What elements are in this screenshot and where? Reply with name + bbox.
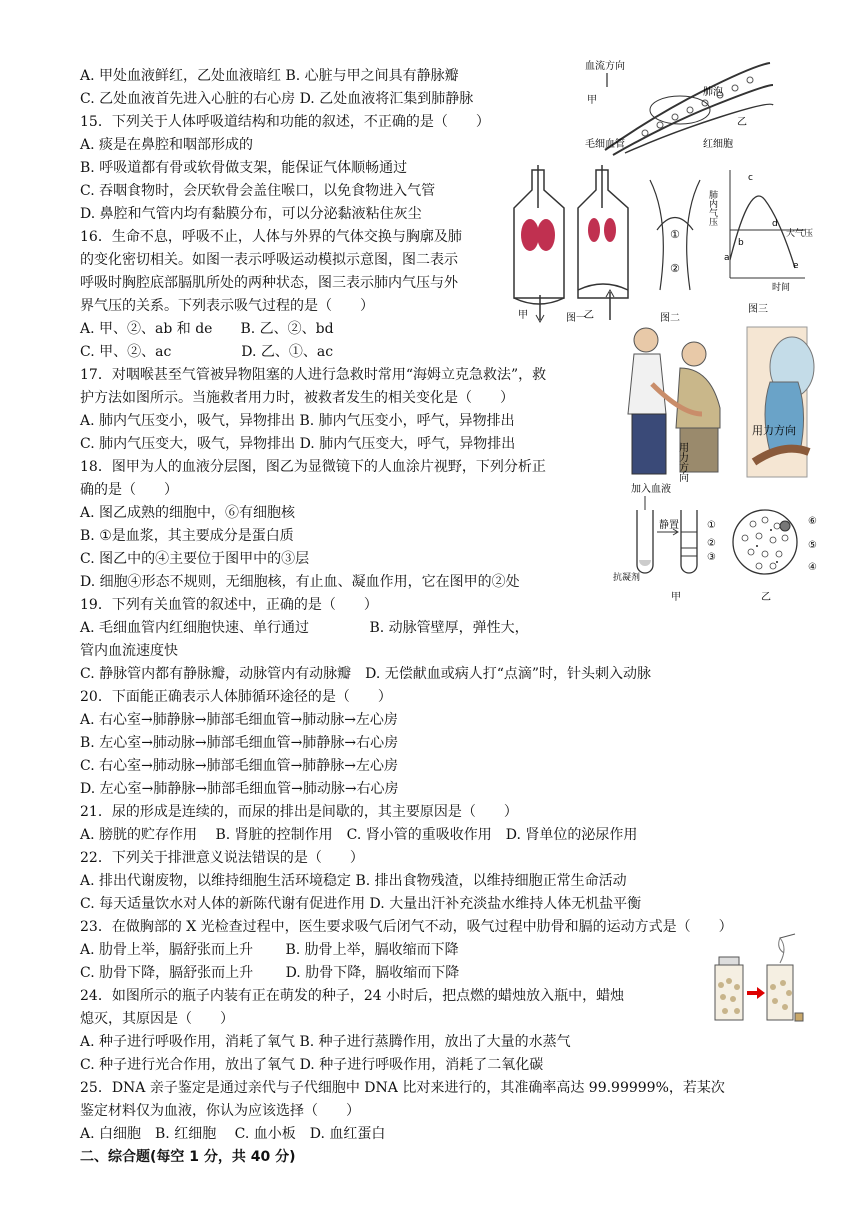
text-line: 护方法如图所示。当施救者用力时，被救者发生的相关变化是（ ）: [80, 390, 514, 406]
text-line: 呼吸时胸腔底部膈肌所处的两种状态，图三表示肺内气压与外: [80, 275, 458, 291]
text-line: A. 毛细血管内红细胞快速、单行通过 B. 动脉管壁厚，弹性大，: [80, 620, 529, 636]
cell-5-label: ⑤: [808, 540, 817, 551]
force-label: 用力方向: [752, 424, 796, 437]
graph-xaxis: 时间: [772, 283, 791, 293]
text-line: C. 乙处血液首先进入心脏的右心房 D. 乙处血液将汇集到肺静脉: [80, 91, 474, 107]
layer-1-label: ①: [707, 520, 716, 531]
cell-4-label: ④: [808, 562, 817, 573]
text-line: A. 膀胱的贮存作用 B. 肾脏的控制作用 C. 肾小管的重吸收作用 D. 肾单位的泌尿作用: [80, 827, 638, 843]
force-label-vertical: 用力方向: [676, 442, 688, 482]
anticoag-label: 抗凝剂: [613, 573, 641, 583]
text-line: A. 肋骨上举，膈舒张而上升 B. 肋骨上举，膈收缩而下降: [80, 942, 459, 958]
text-line: 25．DNA 亲子鉴定是通过亲代与子代细胞中 DNA 比对来进行的，其准确率高达 99.99999%，若某次: [80, 1080, 725, 1096]
text-line: 界气压的关系。下列表示吸气过程的是（ ）: [80, 298, 374, 314]
fig3-caption: 图三: [748, 304, 768, 315]
text-line: A. 甲处血液鲜红，乙处血液暗红 B. 心脏与甲之间具有静脉瓣: [80, 68, 459, 84]
text-line: D. 左心室→肺静脉→肺部毛细血管→肺动脉→右心房: [80, 781, 399, 797]
breathing-figure: [510, 160, 814, 325]
graph-d: d: [772, 219, 778, 229]
text-line: 的变化密切相关。如图一表示呼吸运动模拟示意图，图二表示: [80, 252, 458, 268]
flow-label: 血流方向: [585, 61, 625, 72]
text-line: A. 种子进行呼吸作用，消耗了氧气 B. 种子进行蒸腾作用，放出了大量的水蒸气: [80, 1034, 571, 1050]
text-line: 17．对咽喉甚至气管被异物阻塞的人进行急救时常用“海姆立克急救法”，救: [80, 367, 547, 383]
alveolus-label: 肺泡: [703, 87, 723, 98]
cell-6-label: ⑥: [808, 516, 817, 527]
layer-2-label: ②: [707, 538, 716, 549]
text-line: A. 右心室→肺静脉→肺部毛细血管→肺动脉→左心房: [80, 712, 398, 728]
text-line: D. 细胞④形态不规则，无细胞核，有止血、凝血作用，它在图甲的②处: [80, 574, 520, 590]
section-heading: 二、综合题(每空 1 分，共 40 分): [80, 1149, 296, 1165]
jia-caption: 甲: [671, 592, 681, 603]
text-line: C. 每天适量饮水对人体的新陈代谢有促进作用 D. 大量出汗补充淡盐水维持人体无机盐平衡: [80, 896, 642, 912]
text-line: A. 图乙成熟的细胞中，⑥有细胞核: [80, 505, 296, 521]
jar-yi-label: 乙: [584, 310, 594, 321]
text-line: C. 甲、②、ac D. 乙、①、ac: [80, 344, 334, 360]
text-line: C. 吞咽食物时，会厌软骨会盖住喉口，以免食物进入气管: [80, 183, 436, 199]
text-line: 19．下列有关血管的叙述中，正确的是（ ）: [80, 597, 378, 613]
rbc-label: 红细胞: [703, 139, 733, 150]
capillary-label: 毛细血管: [585, 139, 625, 150]
graph-atm: 大气压: [786, 229, 814, 239]
fig1-caption: 图一: [566, 313, 586, 324]
seed-bottle-figure: [705, 935, 805, 1030]
text-line: C. 肋骨下降，膈舒张而上升 D. 肋骨下降，膈收缩而下降: [80, 965, 460, 981]
yi-caption: 乙: [761, 592, 771, 603]
text-line: C. 种子进行光合作用，放出了氧气 D. 种子进行呼吸作用，消耗了二氧化碳: [80, 1057, 544, 1073]
jia-label: 甲: [587, 95, 597, 106]
text-line: 22．下列关于排泄意义说法错误的是（ ）: [80, 850, 364, 866]
text-line: A. 痰是在鼻腔和咽部形成的: [80, 137, 254, 153]
text-line: B. 呼吸道都有骨或软骨做支架，能保证气体顺畅通过: [80, 160, 408, 176]
text-line: A. 白细胞 B. 红细胞 C. 血小板 D. 血红蛋白: [80, 1126, 386, 1142]
text-line: C. 图乙中的④主要位于图甲中的③层: [80, 551, 310, 567]
text-line: 鉴定材料仅为血液，你认为应该选择（ ）: [80, 1103, 360, 1119]
capillary-figure: [585, 55, 775, 155]
diaphragm-label-2: ②: [670, 262, 680, 275]
blood-figure: [615, 480, 830, 605]
graph-b: b: [738, 238, 744, 248]
layer-3-label: ③: [707, 552, 716, 563]
text-line: B. 左心室→肺动脉→肺部毛细血管→肺静脉→右心房: [80, 735, 399, 751]
text-line: D. 鼻腔和气管内均有黏膜分布，可以分泌黏液粘住灰尘: [80, 206, 422, 222]
still-label: 静置: [659, 520, 679, 531]
text-line: A. 肺内气压变小，吸气，异物排出 B. 肺内气压变小，呼气，异物排出: [80, 413, 515, 429]
text-line: 21．尿的形成是连续的，而尿的排出是间歇的，其主要原因是（ ）: [80, 804, 518, 820]
text-line: C. 静脉管内都有静脉瓣，动脉管内有动脉瓣 D. 无偿献血或病人打“点滴”时，针头刺入动脉: [80, 666, 652, 682]
heimlich-figure: [622, 322, 822, 482]
text-line: C. 右心室→肺动脉→肺部毛细血管→肺静脉→左心房: [80, 758, 399, 774]
text-line: 熄灭，其原因是（ ）: [80, 1011, 234, 1027]
jar-jia-label: 甲: [518, 310, 528, 321]
text-line: 15．下列关于人体呼吸道结构和功能的叙述，不正确的是（ ）: [80, 114, 490, 130]
graph-yaxis: 肺内气压: [707, 190, 717, 226]
text-line: 24．如图所示的瓶子内装有正在萌发的种子，24 小时后，把点燃的蜡烛放入瓶中，蜡烛: [80, 988, 625, 1004]
text-line: A. 甲、②、ab 和 de B. 乙、②、bd: [80, 321, 334, 337]
text-line: B. ①是血浆，其主要成分是蛋白质: [80, 528, 294, 544]
text-line: A. 排出代谢废物，以维持细胞生活环境稳定 B. 排出食物残渣，以维持细胞正常生命活动: [80, 873, 627, 889]
text-line: 23．在做胸部的 X 光检查过程中，医生要求吸气后闭气不动，吸气过程中肋骨和膈的运动方式是（ ）: [80, 919, 733, 935]
yi-label: 乙: [737, 117, 747, 128]
add-blood-label: 加入血液: [631, 484, 671, 495]
text-line: 20．下面能正确表示人体肺循环途径的是（ ）: [80, 689, 392, 705]
graph-c: c: [748, 173, 753, 183]
text-line: 18．图甲为人的血液分层图，图乙为显微镜下的人血涂片视野，下列分析正: [80, 459, 546, 475]
graph-a: a: [724, 253, 730, 263]
graph-e: e: [793, 261, 799, 271]
text-line: 管内血流速度快: [80, 643, 178, 659]
text-line: C. 肺内气压变大，吸气，异物排出 D. 肺内气压变大，呼气，异物排出: [80, 436, 516, 452]
text-line: 16．生命不息，呼吸不止，人体与外界的气体交换与胸廓及肺: [80, 229, 462, 245]
diaphragm-label-1: ①: [670, 228, 680, 241]
fig2-caption: 图二: [660, 313, 680, 324]
text-line: 确的是（ ）: [80, 482, 178, 498]
